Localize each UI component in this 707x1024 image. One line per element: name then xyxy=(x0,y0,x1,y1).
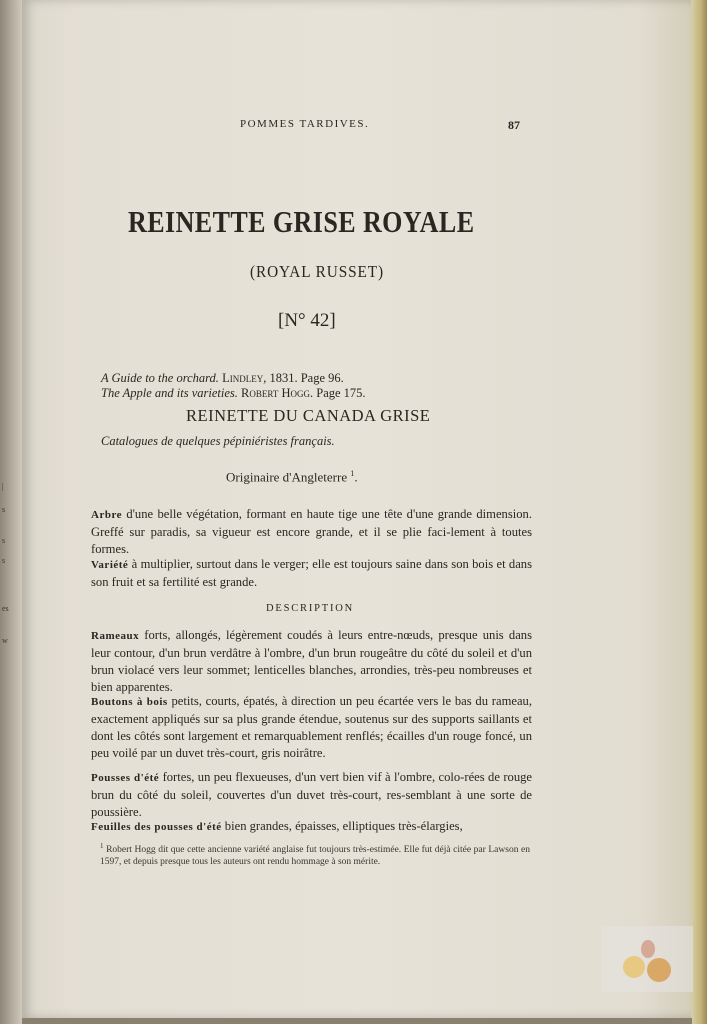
synonym-source: Catalogues de quelques pépiniéristes français. xyxy=(101,434,335,448)
reference-work: The Apple and its varieties. xyxy=(101,386,238,400)
footnote-marker: 1 xyxy=(350,469,355,478)
reference-line xyxy=(101,371,366,386)
paragraph-lead: Boutons à bois xyxy=(91,696,168,708)
description-boutons xyxy=(91,693,532,762)
paragraph-lead: Rameaux xyxy=(91,630,140,642)
margin-mark: s xyxy=(2,505,6,514)
margin-mark: s xyxy=(2,556,6,565)
paragraph-text: fortes, un peu flexueuses, d'un vert bien vif à l'ombre, colo-rées de rouge brun du côté du soleil, couvertes d'un duvet très-court, res-semblant à une sorte de poussière. xyxy=(91,770,532,819)
description-rameaux xyxy=(91,627,532,696)
paragraph-text: forts, allongés, légèrement coudés à leurs entre-nœuds, presque unis dans leur contour, d'un brun verdâtre à l'ombre, d'un brun rougeâtre du côté du soleil et d'un brun violacé vers leur sommet; lenticelles blanches, arrondies, très-peu nombreuses et bien apparentes. xyxy=(91,628,532,694)
watermark-logo xyxy=(601,926,693,992)
origin-end: . xyxy=(354,469,358,485)
running-head: POMMES TARDIVES. xyxy=(240,118,370,130)
variety-title: REINETTE GRISE ROYALE xyxy=(128,204,475,239)
description-feuilles xyxy=(91,818,532,836)
paragraph-text: bien grandes, épaisses, elliptiques très-élargies, xyxy=(221,819,463,833)
page-number: 87 xyxy=(508,118,520,132)
origin-line xyxy=(226,469,358,485)
fruit-icon xyxy=(641,940,655,958)
margin-mark: es xyxy=(2,604,9,613)
fruit-icon xyxy=(623,956,645,978)
reference-line xyxy=(101,386,366,401)
variety-number: [N° 42] xyxy=(278,310,336,331)
variety-subtitle: (ROYAL RUSSET) xyxy=(250,262,385,281)
margin-mark: | xyxy=(2,482,4,491)
paragraph-lead: Feuilles des pousses d'été xyxy=(91,821,222,833)
footnote-marker: 1 xyxy=(100,842,104,850)
paragraph-text: d'une belle végétation, formant en haute tige une tête d'une grande dimension. Greffé sur paradis, sa vigueur est encore grande, et il se plie faci-lement à toutes formes. xyxy=(91,507,532,556)
reference-detail: . Page 175. xyxy=(310,386,366,400)
margin-mark: s xyxy=(2,536,6,545)
footnote xyxy=(100,840,530,868)
paragraph-lead: Variété xyxy=(91,559,129,571)
footnote-text: Robert Hogg dit que cette ancienne variété anglaise fut toujours très-estimée. Elle fut déjà citée par Lawson en 1597, et depuis presque tous les auteurs ont rendu hommage à son mérite. xyxy=(100,845,530,868)
origin-text: Originaire d'Angleterre xyxy=(226,469,348,485)
page-bottom-edge xyxy=(22,1018,692,1024)
reference-author: Lindley xyxy=(222,371,264,385)
references xyxy=(101,371,366,401)
reference-work: A Guide to the orchard. xyxy=(101,371,219,385)
margin-mark: w xyxy=(2,636,8,645)
paragraph-variete xyxy=(91,556,532,591)
fruit-icon xyxy=(647,958,671,982)
description-pousses xyxy=(91,769,532,821)
paragraph-text: à multiplier, surtout dans le verger; elle est toujours saine dans son bois et dans son fruit et sa fertilité est grande. xyxy=(91,557,532,589)
paragraph-lead: Pousses d'été xyxy=(91,772,160,784)
reference-detail: , 1831. Page 96. xyxy=(263,371,344,385)
description-heading: DESCRIPTION xyxy=(266,603,355,614)
reference-author: Robert Hogg xyxy=(241,386,310,400)
paragraph-lead: Arbre xyxy=(91,509,123,521)
paragraph-text: petits, courts, épatés, à direction un peu écartée vers le bas du rameau, exactement appliqués sur sa plus grande étendue, soutenus sur des supports saillants et dont les côtés sont largement et remarquablement renflés; écailles d'un rouge foncé, un peu voilé par un duvet très-court, gris noirâtre. xyxy=(91,694,532,760)
paragraph-arbre xyxy=(91,506,532,558)
page-edge xyxy=(691,0,707,1024)
synonym-name: REINETTE DU CANADA GRISE xyxy=(186,406,431,425)
